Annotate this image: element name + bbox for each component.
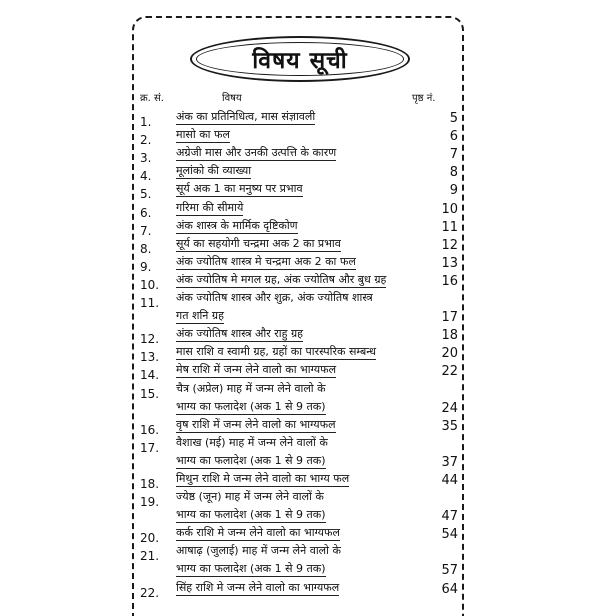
- toc-entry-page: 6: [449, 129, 458, 145]
- toc-entry-number: 20.: [140, 531, 160, 546]
- toc-entry-title: अंक ज्योतिष शास्त्र मे चन्द्रमा अक 2 का फल: [176, 254, 356, 268]
- toc-entry-title: मेष राशि में जन्म लेने वालो का भाग्यफल: [176, 363, 337, 377]
- toc-entry-page: 10: [441, 201, 458, 217]
- toc-entry-number: 10.: [140, 277, 160, 292]
- toc-entry-title: मिथुन राशि मे जन्म लेने वालो का भाग्य फल: [176, 472, 350, 485]
- toc-entry-title: भाग्य का फलादेश (अक 1 से 9 तक): [176, 453, 326, 467]
- toc-entry-number: 15.: [140, 386, 160, 401]
- toc-entry-number: 18.: [140, 477, 160, 491]
- toc-entry-title: आषाढ़ (जुलाई) माह में जन्म लेने वालो के: [176, 544, 341, 558]
- toc-entry-page: 18: [441, 328, 458, 344]
- toc-entry-number: 22.: [140, 585, 160, 600]
- page-title: विषय सूची: [252, 48, 348, 74]
- toc-entry-title: सूर्य का सहयोगी चन्द्रमा अक 2 का प्रभाव: [176, 236, 341, 250]
- toc-entry-page: 64: [441, 581, 458, 597]
- toc-entry-page: 20: [441, 346, 458, 362]
- toc-entry-title: सूर्य अक 1 का मनुष्य पर प्रभाव: [176, 182, 303, 196]
- toc-entry-number: 8.: [140, 241, 152, 256]
- toc-entry-title: वैशाख (मई) माह में जन्म लेने वालों के: [176, 435, 328, 449]
- header-page: पृष्ठ नं.: [412, 93, 436, 104]
- toc-entry-page: 11: [441, 219, 458, 235]
- toc-entry-title: अंक ज्योतिष शास्त्र और राहु ग्रह: [176, 327, 303, 341]
- toc-entry-number: 2.: [140, 133, 152, 148]
- toc-entry-page: 22: [441, 364, 458, 380]
- toc-entry-title: अंक का प्रतिनिधित्व, मास संज्ञावली: [176, 110, 316, 123]
- toc-entry-title: भाग्य का फलादेश (अक 1 से 9 तक): [176, 399, 326, 413]
- toc-entry-page: 8: [449, 165, 458, 181]
- toc-entry-title: अंक ज्योतिष शास्त्र और शुक्र, अंक ज्योतिष शास्त्र: [176, 291, 373, 304]
- toc-entry-title: कर्क राशि मे जन्म लेने वालो का भाग्यफल: [176, 526, 340, 540]
- toc-entry-page: 12: [441, 237, 458, 253]
- toc-entry-page: 47: [441, 509, 458, 525]
- toc-entry-page: 7: [449, 147, 458, 163]
- toc-entry-page: 54: [441, 527, 458, 543]
- toc-entry-title: अंक ज्योतिष मे मगल ग्रह, अंक ज्योतिष और बुध ग्रह: [176, 272, 387, 286]
- toc-entry-number: 6.: [140, 205, 152, 220]
- toc-entry-page: 5: [449, 111, 458, 126]
- toc-entry-page: 17: [441, 310, 458, 326]
- toc-entry-number: 16.: [140, 422, 160, 437]
- header-subject: विषय: [222, 93, 242, 104]
- toc-entry-number: 21.: [140, 549, 160, 564]
- toc-entry-number: 17.: [140, 440, 160, 455]
- toc-entry-title: गरिमा की सीमाये: [176, 200, 244, 214]
- toc-entry-title: मूलांको की व्याख्या: [176, 164, 252, 178]
- toc-entry-page: 35: [441, 418, 458, 434]
- toc-entry-page: 37: [441, 454, 458, 470]
- toc-entry-number: 13.: [140, 350, 160, 365]
- toc-entry-title: भाग्य का फलादेश (अक 1 से 9 तक): [176, 562, 326, 576]
- toc-entry-title: चैत्र (अप्रेल) माह में जन्म लेने वालो के: [176, 381, 326, 395]
- toc-entry-title: भाग्य का फलादेश (अक 1 से 9 तक): [176, 508, 326, 522]
- toc-entry-page: 13: [441, 255, 458, 271]
- toc-entry-number: 7.: [140, 223, 152, 238]
- toc-entry-number: 1.: [140, 115, 152, 129]
- toc-entry-number: 14.: [140, 368, 160, 383]
- toc-entry-title: सिंह राशि मे जन्म लेने वालो का भाग्यफल: [176, 580, 340, 594]
- toc-entry-number: 19.: [140, 495, 160, 510]
- toc-entry-title: अंक शास्त्र के मार्मिक दृष्टिकोण: [176, 218, 298, 232]
- toc-entry-number: 4.: [140, 169, 152, 184]
- toc-entry-title: ज्येष्ठ (जून) माह में जन्म लेने वालों के: [176, 490, 324, 504]
- toc-entry-page: 57: [441, 563, 458, 579]
- title-banner: [190, 36, 410, 82]
- toc-entry-page: 9: [449, 183, 458, 199]
- toc-entry-title: गत शनि ग्रह: [176, 309, 224, 323]
- toc-entry-title: वृष राशि में जन्म लेने वालो का भाग्यफल: [176, 417, 336, 431]
- toc-entry-page: 44: [441, 473, 458, 488]
- toc-entry-number: 11.: [140, 296, 160, 310]
- toc-entry-number: 9.: [140, 259, 152, 274]
- toc-entry-title: मास राशि व स्वामी ग्रह, ग्रहों का पारस्परिक सम्बन्ध: [176, 345, 377, 359]
- header-serial: क्र. सं.: [140, 93, 164, 104]
- toc-entry-title: अग्रेजी मास और उनकी उत्पत्ति के कारण: [176, 146, 337, 160]
- toc-entry-number: 5.: [140, 187, 152, 202]
- toc-entry-number: 3.: [140, 151, 152, 166]
- toc-entry-page: 16: [441, 273, 458, 289]
- toc-entry-number: 12.: [140, 332, 160, 347]
- toc-entry-page: 24: [441, 400, 458, 416]
- toc-entry-title: मासो का फल: [176, 128, 230, 142]
